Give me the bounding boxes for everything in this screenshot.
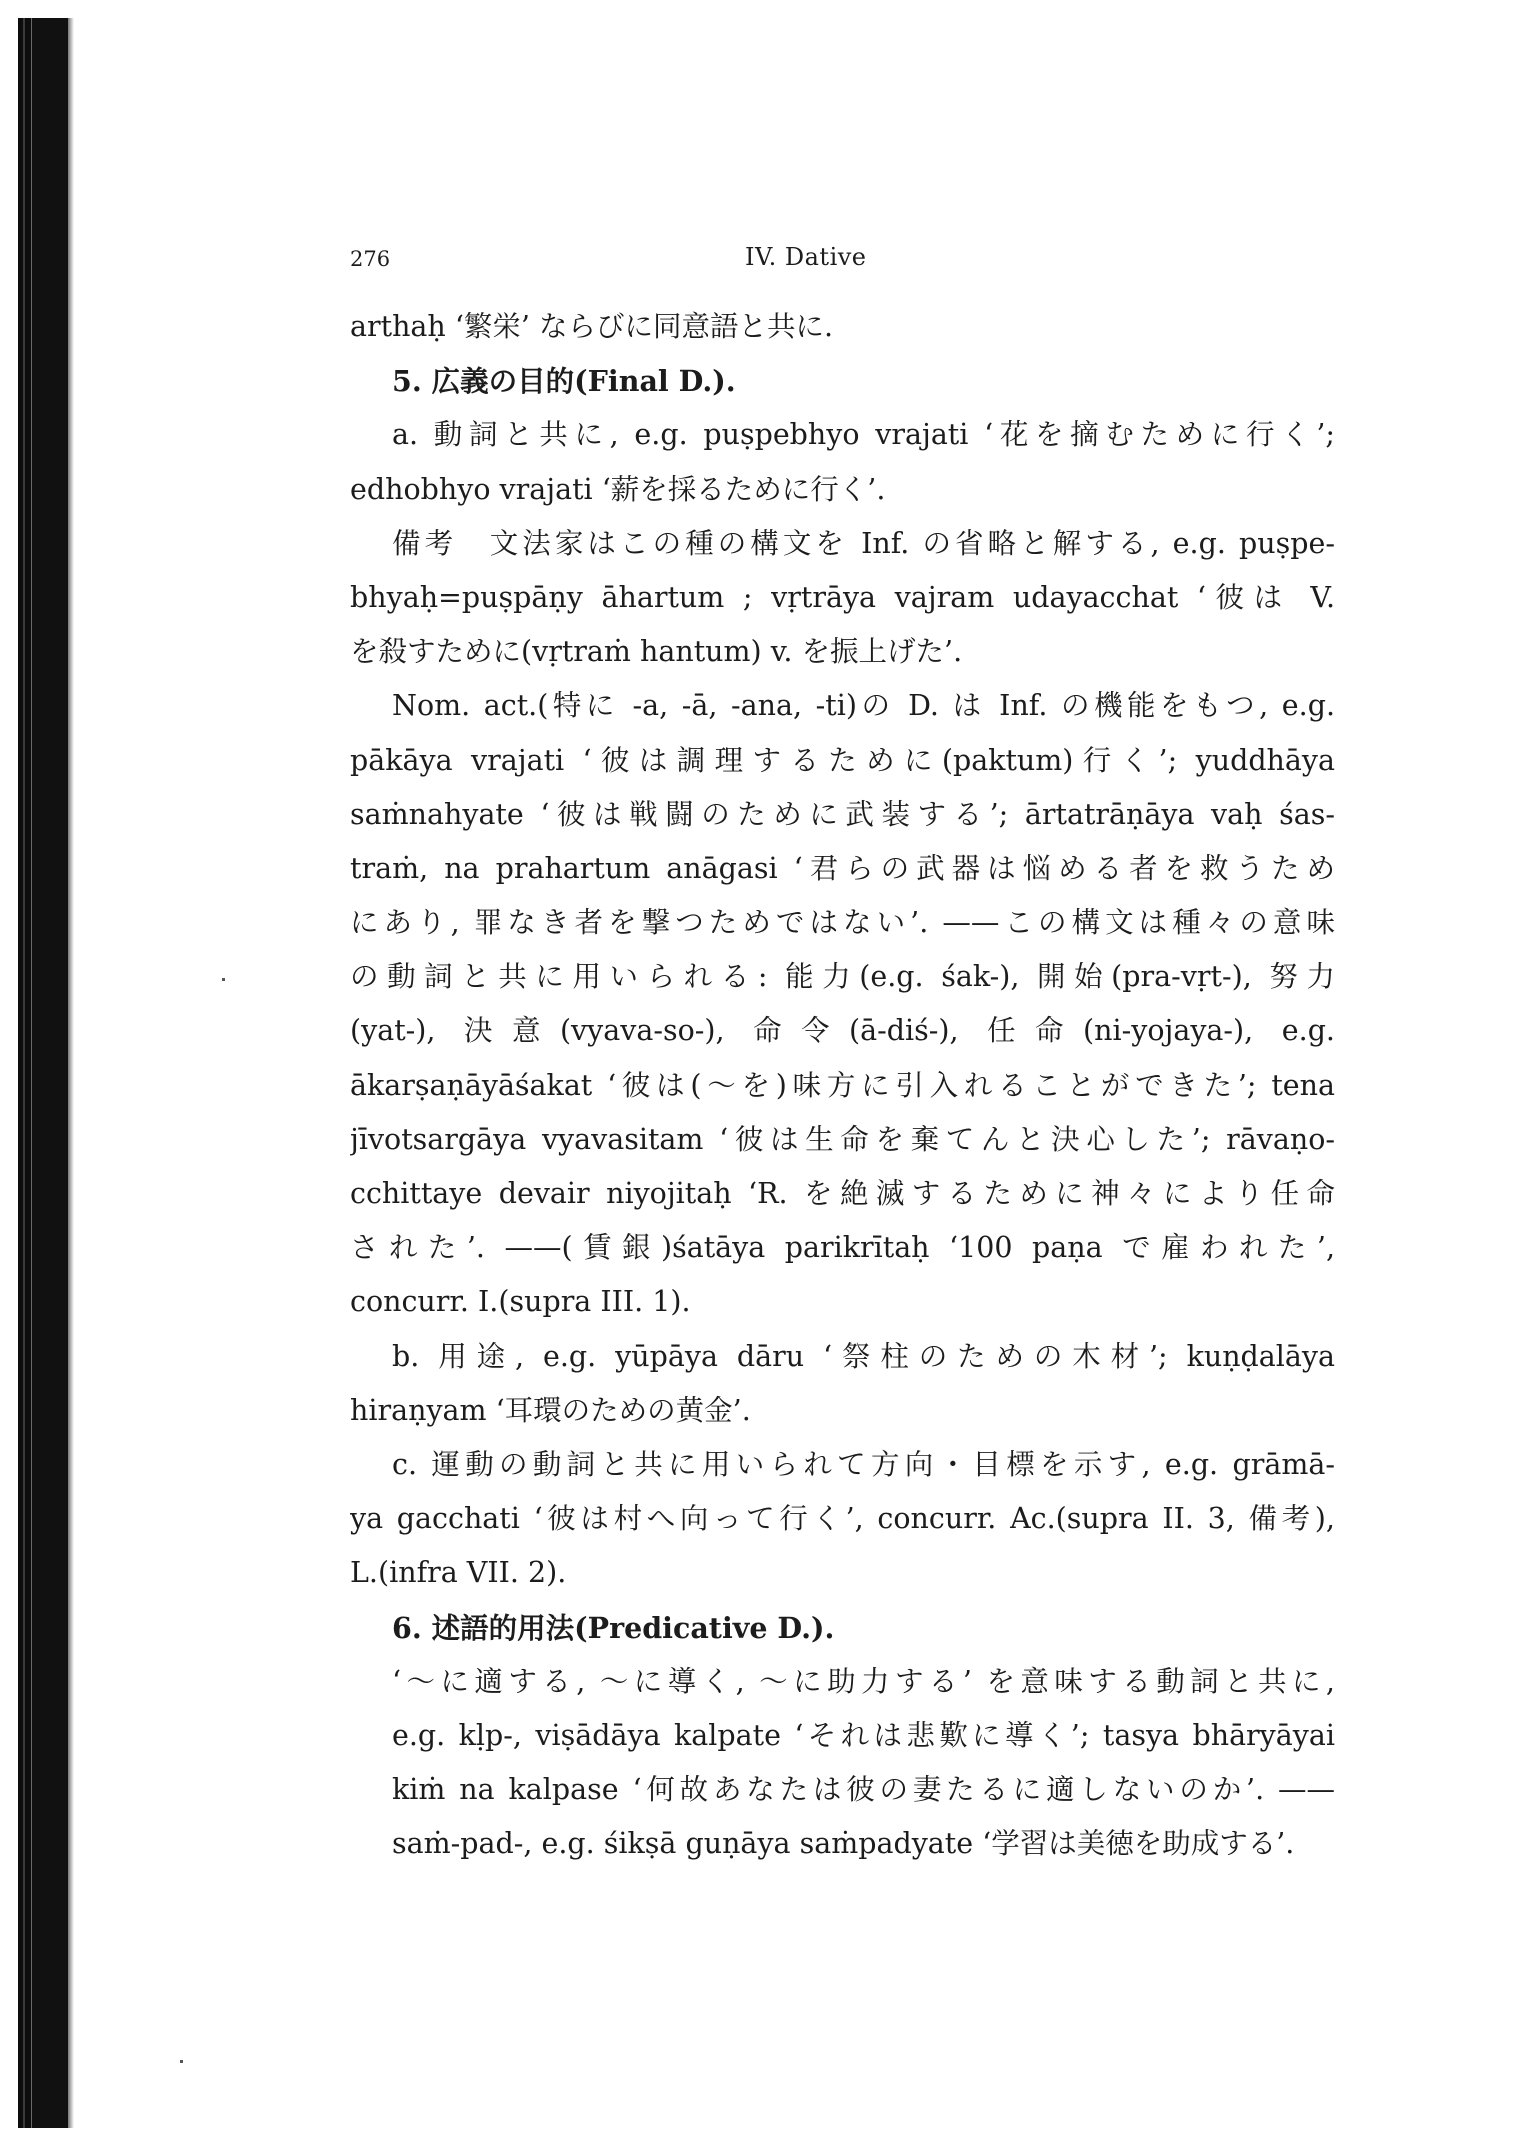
text-line: saṁnahyate ‘彼は戦闘のために武装する’; ārtatrāṇāya vaḥ śas- xyxy=(350,797,1335,831)
text-line: cchittaye devair niyojitaḥ ‘R. を絶滅するために神々により任命 xyxy=(350,1177,1335,1210)
text-line: を殺すために(vṛtraṁ hantum) v. を振上げた’. xyxy=(350,635,963,669)
text-line: concurr. I.(supra III. 1). xyxy=(350,1285,691,1319)
text-line: kiṁ na kalpase ‘何故あなたは彼の妻たるに適しないのか’. —— xyxy=(392,1773,1335,1807)
text-line: edhobhyo vrajati ‘薪を採るために行く’. xyxy=(350,472,886,506)
text-line: saṁ-pad-, e.g. śikṣā guṇāya saṁpadyate ‘学習は美徳を助成する’. xyxy=(392,1827,1295,1861)
text-line: arthaḥ ‘繁栄’ ならびに同意語と共に. xyxy=(350,310,834,343)
page-header xyxy=(350,243,1330,287)
page-number: 276 xyxy=(350,247,391,271)
text-line: にあり, 罪なき者を撃つためではない’. ——この構文は種々の意味 xyxy=(350,906,1335,940)
text-line: e.g. kḷp-, viṣādāya kalpate ‘それは悲歎に導く’; tasya bhāryāyai xyxy=(392,1718,1335,1752)
text-line: c. 運動の動詞と共に用いられて方向・目標を示す, e.g. grāmā- xyxy=(392,1447,1335,1481)
text-line: 備考 文法家はこの種の構文を Inf. の省略と解する, e.g. puṣpe- xyxy=(392,526,1335,560)
text-line: の動詞と共に用いられる: 能力(e.g. śak-), 開始(pra-vṛt-), 努力 xyxy=(350,960,1335,994)
section-heading: 5. 広義の目的(Final D.). xyxy=(392,364,736,399)
text-line: pākāya vrajati ‘彼は調理するために(paktum)行く’; yuddhāya xyxy=(350,743,1335,777)
text-line: Nom. act.(特に -a, -ā, -ana, -ti)の D. は Inf. の機能をもつ, e.g. xyxy=(392,689,1335,723)
text-line: bhyaḥ=puṣpāṇy āhartum ; vṛtrāya vajram udayacchat ‘彼は V. xyxy=(350,580,1335,614)
scanned-binding-edge xyxy=(18,18,68,2128)
text-line: b. 用途, e.g. yūpāya dāru ‘祭柱のための木材’; kuṇḍalāya xyxy=(392,1339,1335,1373)
text-line: a. 動詞と共に, e.g. puṣpebhyo vrajati ‘花を摘むために行く’; xyxy=(392,418,1335,452)
text-line: ākarṣaṇāyāśakat ‘彼は(～を)味方に引入れることができた’; tena xyxy=(350,1068,1335,1102)
text-line: L.(infra VII. 2). xyxy=(350,1556,567,1590)
text-line: traṁ, na prahartum anāgasi ‘君らの武器は悩める者を救うため xyxy=(350,851,1335,885)
text-line: (yat-), 決意(vyava-so-), 命令(ā-diś-), 任命(ni-yojaya-), e.g. xyxy=(350,1014,1335,1048)
section-heading: 6. 述語的用法(Predicative D.). xyxy=(392,1610,835,1645)
scan-speck xyxy=(222,978,225,981)
text-line: hiraṇyam ‘耳環のための黄金’. xyxy=(350,1393,751,1427)
text-line: ‘～に適する, ～に導く, ～に助力する’ を意味する動詞と共に, xyxy=(392,1664,1335,1698)
text-line: jīvotsargāya vyavasitam ‘彼は生命を棄てんと決心した’; rāvaṇo- xyxy=(350,1122,1335,1156)
text-line: ya gacchati ‘彼は村へ向って行く’, concurr. Ac.(supra II. 3, 備考), xyxy=(350,1502,1335,1536)
running-title: IV. Dative xyxy=(745,243,867,271)
text-line: された’. ——(賃銀)śatāya parikrītaḥ ‘100 paṇa で雇われた’, xyxy=(350,1231,1335,1265)
page-body xyxy=(350,300,1335,1871)
scan-speck xyxy=(180,2060,183,2063)
